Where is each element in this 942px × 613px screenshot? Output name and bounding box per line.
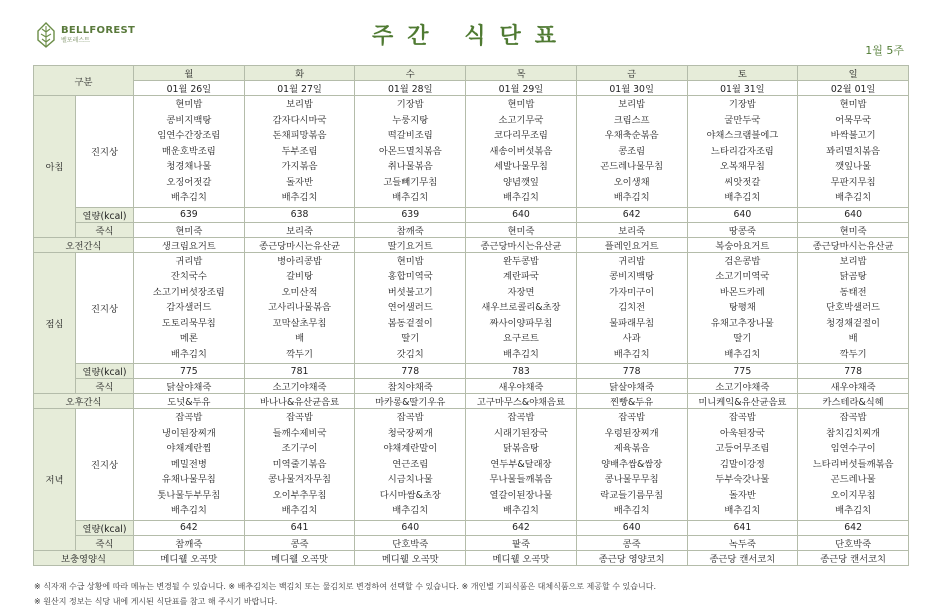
menu-item: 메밀전병 [170, 458, 207, 470]
menu-item: 배추김치 [502, 505, 539, 516]
brand-name: BELLFOREST [61, 25, 136, 36]
menu-item: 김말이강정 [719, 458, 765, 470]
menu-item: 우채축순볶음 [604, 130, 659, 141]
menu-item: 깍두기 [286, 348, 314, 360]
menu-item: 꽈리멸치볶음 [826, 145, 881, 157]
soup-value: 닭살야채죽 [134, 379, 245, 394]
menu-item: 배 [848, 333, 858, 344]
menu-item: 돈채피망볶음 [272, 130, 327, 141]
afternoon-snack-label: 오후간식 [34, 394, 134, 409]
calorie-value: 775 [134, 364, 245, 379]
menu-item: 가자미구이 [609, 286, 655, 298]
menu-item: 조기구이 [281, 443, 318, 454]
soup-value: 참깨죽 [355, 222, 466, 237]
menu-item: 무판지무침 [830, 176, 876, 188]
dinner-menu-cell [798, 409, 909, 521]
notes [34, 579, 656, 609]
dinner-menu-cell [576, 409, 687, 521]
menu-item: 잡곡밥 [396, 412, 424, 423]
soup-value: 땅콩죽 [687, 222, 798, 237]
menu-item: 취나물볶음 [387, 161, 433, 172]
morning-snack-label: 오전간식 [34, 237, 134, 252]
dinner-menu-cell [466, 409, 577, 521]
menu-item: 배추김치 [613, 505, 650, 516]
afternoon-snack-item: 고구마무스&야채음료 [466, 394, 577, 409]
menu-item: 봄동겉절이 [387, 317, 433, 329]
calorie-value: 641 [244, 520, 355, 535]
dinner-menu-cell [134, 409, 245, 521]
menu-item: 고사리나물볶음 [268, 302, 331, 313]
date-header: 01월 28일 [355, 81, 466, 96]
breakfast-menu-cell [798, 96, 909, 208]
note-line: ※ 식자재 수급 상황에 따라 메뉴는 변경될 수 있습니다. ※ 배추김치는 백김치 또는 물김치로 변경하여 선택할 수 있습니다. ※ 개인별 기피식품은 대체식품으로 제공할 수 있습니다. [34, 582, 656, 591]
breakfast-menu-cell [134, 96, 245, 208]
date-header: 01월 26일 [134, 81, 245, 96]
calorie-value: 640 [355, 520, 466, 535]
nutrition-item: 종근당 캔서코치 [687, 550, 798, 565]
lunch-calorie-row [34, 364, 909, 379]
calorie-value: 783 [466, 364, 577, 379]
breakfast-menu-cell [576, 96, 687, 208]
soup-value: 닭살야채죽 [576, 379, 687, 394]
menu-item: 시래기된장국 [494, 427, 548, 439]
menu-item: 보리밥 [839, 255, 867, 267]
menu-item: 오복채무침 [719, 161, 765, 172]
lunch-menu-cell [244, 252, 355, 364]
day-header: 수 [355, 66, 466, 81]
menu-item: 보리밥 [618, 99, 646, 110]
afternoon-snack-item: 찐빵&두유 [576, 394, 687, 409]
menu-item: 오미산적 [281, 286, 318, 298]
menu-item: 배추김치 [835, 505, 872, 516]
menu-item: 야채계란찜 [166, 443, 212, 454]
lunch-main-row [34, 252, 909, 364]
calorie-label: 열량(kcal) [76, 520, 134, 535]
date-header: 01월 29일 [466, 81, 577, 96]
menu-item: 느타리버섯들깨볶음 [812, 458, 894, 470]
menu-item: 돌자반 [286, 176, 314, 188]
lunch-menu-cell [687, 252, 798, 364]
soup-value: 콩죽 [576, 535, 687, 550]
calorie-value: 642 [134, 520, 245, 535]
calorie-label: 열량(kcal) [76, 364, 134, 379]
menu-item: 갈비탕 [286, 271, 314, 282]
menu-item: 배추김치 [613, 348, 650, 360]
menu-item: 열갈이된장나물 [489, 489, 553, 501]
menu-item: 콩비지백탕 [166, 114, 212, 126]
soup-value: 현미죽 [134, 222, 245, 237]
menu-item: 소고기미역국 [715, 271, 770, 282]
menu-item: 제육볶음 [613, 443, 650, 454]
menu-item: 기장밥 [728, 99, 756, 110]
morning-snack-item: 플레인요거트 [576, 237, 687, 252]
menu-item: 홍합미역국 [387, 271, 433, 282]
menu-item: 임연수구이 [830, 443, 876, 454]
menu-item: 도토리묵무침 [161, 317, 216, 329]
calorie-value: 642 [576, 207, 687, 222]
menu-item: 배 [295, 333, 305, 344]
soup-value: 현미죽 [466, 222, 577, 237]
calorie-label: 열량(kcal) [76, 207, 134, 222]
menu-item: 딸기 [733, 333, 752, 344]
lunch-label: 점심 [34, 252, 76, 394]
menu-item: 돌자반 [728, 489, 756, 501]
day-header: 금 [576, 66, 687, 81]
soup-value: 새우야채죽 [466, 379, 577, 394]
menu-item: 현미밥 [396, 255, 424, 267]
menu-item: 굴만두국 [724, 114, 761, 126]
menu-item: 바싹불고기 [830, 130, 876, 141]
calorie-value: 778 [355, 364, 466, 379]
header-day-row [34, 66, 909, 81]
calorie-value: 638 [244, 207, 355, 222]
menu-item: 코다리무조림 [494, 130, 548, 141]
menu-item: 연두부&달래장 [490, 458, 552, 470]
afternoon-snack-item: 마카롱&딸기우유 [355, 394, 466, 409]
breakfast-menu-cell [355, 96, 466, 208]
calorie-value: 642 [798, 520, 909, 535]
menu-item: 곤드레나물무침 [600, 161, 664, 172]
soup-value: 보리죽 [244, 222, 355, 237]
lunch-menu-cell [355, 252, 466, 364]
afternoon-snack-item: 바나나&유산균음료 [244, 394, 355, 409]
soup-value: 참깨죽 [134, 535, 245, 550]
weekly-menu-table [33, 65, 909, 566]
menu-item: 병아리콩밥 [277, 255, 322, 267]
menu-item: 닭곰탕 [839, 271, 867, 282]
nutrition-label: 보충영양식 [34, 550, 134, 565]
morning-snack-item: 복숭아요거트 [687, 237, 798, 252]
menu-item: 어묵무국 [835, 114, 872, 126]
menu-item: 소고기버섯장조림 [152, 286, 225, 298]
soup-value: 소고기야채죽 [687, 379, 798, 394]
nutrition-item: 메디웰 오곡맛 [244, 550, 355, 565]
lunch-soup-row [34, 379, 909, 394]
menu-item: 청국장찌개 [387, 427, 433, 439]
menu-item: 씨앗젓갈 [724, 176, 761, 188]
morning-snack-row [34, 237, 909, 252]
menu-item: 두부조림 [281, 145, 318, 157]
dinner-menu-cell [244, 409, 355, 521]
menu-item: 잔치국수 [170, 271, 207, 282]
lunch-menu-cell [134, 252, 245, 364]
menu-item: 메론 [179, 333, 198, 344]
menu-item: 깻잎나물 [835, 161, 872, 172]
calorie-value: 639 [355, 207, 466, 222]
menu-item: 아몬드멸치볶음 [378, 145, 442, 157]
soup-label: 죽식 [76, 535, 134, 550]
menu-item: 아욱된장국 [719, 427, 765, 439]
menu-item: 잡곡밥 [839, 412, 867, 423]
menu-item: 참치김치찌개 [826, 427, 881, 439]
menu-item: 다시마쌈&초장 [379, 489, 441, 501]
menu-item: 닭볶음탕 [502, 443, 539, 454]
soup-value: 녹두죽 [687, 535, 798, 550]
menu-item: 현미밥 [507, 99, 535, 110]
menu-item: 배추김치 [835, 192, 872, 203]
nutrition-item: 메디웰 오곡맛 [355, 550, 466, 565]
menu-item: 느타리감자조림 [710, 145, 774, 157]
main-meal-label: 진지상 [76, 409, 134, 521]
menu-item: 세발나물무침 [494, 161, 548, 172]
brand-subname: 벨포레스트 [61, 37, 90, 44]
menu-item: 새우브로콜리&초장 [481, 302, 561, 313]
menu-item: 배추김치 [170, 348, 207, 360]
menu-item: 동태전 [839, 286, 867, 298]
menu-item: 떡갈비조림 [387, 130, 433, 141]
soup-value: 단호박죽 [798, 535, 909, 550]
dinner-soup-row [34, 535, 909, 550]
menu-item: 콩비지백탕 [609, 271, 655, 282]
menu-item: 갓김치 [396, 348, 424, 360]
calorie-value: 641 [687, 520, 798, 535]
menu-item: 양념깻잎 [502, 176, 539, 188]
menu-item: 콩나물무무침 [604, 474, 659, 485]
soup-label: 죽식 [76, 379, 134, 394]
soup-value: 현미죽 [798, 222, 909, 237]
menu-item: 양배추쌈&쌈장 [601, 458, 663, 470]
dinner-label: 저녁 [34, 409, 76, 551]
breakfast-menu-cell [466, 96, 577, 208]
soup-label: 죽식 [76, 222, 134, 237]
day-header: 화 [244, 66, 355, 81]
menu-item: 깍두기 [839, 348, 867, 360]
soup-value: 참치야채죽 [355, 379, 466, 394]
menu-item: 가지볶음 [281, 161, 318, 172]
calorie-value: 639 [134, 207, 245, 222]
menu-item: 잡곡밥 [728, 412, 756, 423]
menu-item: 오이지무침 [830, 489, 876, 501]
menu-item: 콩나물겨자무침 [268, 474, 331, 485]
calorie-value: 775 [687, 364, 798, 379]
breakfast-soup-row [34, 222, 909, 237]
morning-snack-item: 종근당마시는유산균 [466, 237, 577, 252]
afternoon-snack-item: 도넛&두유 [134, 394, 245, 409]
menu-item: 감자샐러드 [166, 302, 212, 313]
menu-item: 배추김치 [502, 348, 539, 360]
menu-item: 보리밥 [286, 99, 314, 110]
menu-item: 검은콩밥 [724, 255, 761, 267]
menu-item: 배추김치 [392, 505, 429, 516]
gubun-header: 구분 [34, 66, 134, 96]
menu-item: 유채고추장나물 [710, 317, 774, 329]
menu-item: 배추김치 [170, 192, 207, 203]
menu-item: 오이생채 [613, 176, 650, 188]
calorie-value: 640 [466, 207, 577, 222]
menu-item: 새송이버섯볶음 [489, 145, 553, 157]
menu-item: 매운호박조림 [161, 145, 216, 157]
menu-item: 기장밥 [396, 99, 424, 110]
main-meal-label: 진지상 [76, 96, 134, 208]
soup-value: 단호박죽 [355, 535, 466, 550]
menu-item: 무나물들깨볶음 [489, 474, 553, 485]
morning-snack-item: 종근당마시는유산균 [244, 237, 355, 252]
menu-item: 배추김치 [724, 348, 761, 360]
menu-item: 냉이된장찌개 [161, 427, 216, 439]
menu-item: 계란파국 [502, 271, 539, 282]
main-meal-label: 진지상 [76, 252, 134, 364]
day-header: 토 [687, 66, 798, 81]
week-label: 1월 5주 [865, 44, 904, 57]
afternoon-snack-item: 미니케익&유산균음료 [687, 394, 798, 409]
day-header: 목 [466, 66, 577, 81]
lunch-menu-cell [576, 252, 687, 364]
soup-value: 보리죽 [576, 222, 687, 237]
day-header: 월 [134, 66, 245, 81]
menu-item: 배추김치 [502, 192, 539, 203]
date-header: 01월 30일 [576, 81, 687, 96]
soup-value: 콩죽 [244, 535, 355, 550]
calorie-value: 778 [576, 364, 687, 379]
calorie-value: 640 [687, 207, 798, 222]
page-title: 주간 식단표 [372, 24, 570, 49]
dinner-menu-cell [355, 409, 466, 521]
menu-item: 딸기 [401, 333, 420, 344]
menu-item: 감자다시마국 [272, 114, 327, 126]
menu-item: 잡곡밥 [618, 412, 646, 423]
note-line: ※ 원산지 정보는 식당 내에 게시된 식단표를 참고 해 주시기 바랍니다. [34, 597, 278, 606]
menu-item: 청경채나물 [166, 161, 212, 172]
menu-item: 배추김치 [724, 192, 761, 203]
breakfast-label: 아침 [34, 96, 76, 238]
date-header: 01월 27일 [244, 81, 355, 96]
menu-item: 두부숙갓나물 [715, 474, 770, 485]
morning-snack-item: 딸기요거트 [355, 237, 466, 252]
nutrition-item: 종근당 영양코치 [576, 550, 687, 565]
menu-item: 김치전 [618, 302, 646, 313]
menu-item: 꼬막살초무침 [272, 317, 327, 329]
calorie-value: 642 [466, 520, 577, 535]
menu-item: 락교들기름무침 [600, 489, 664, 501]
breakfast-menu-cell [244, 96, 355, 208]
calorie-value: 640 [798, 207, 909, 222]
dinner-main-row [34, 409, 909, 521]
header-date-row [34, 81, 909, 96]
menu-item: 배추김치 [392, 192, 429, 203]
breakfast-calorie-row [34, 207, 909, 222]
breakfast-main-row [34, 96, 909, 208]
date-header: 01월 31일 [687, 81, 798, 96]
menu-item: 콩조림 [618, 145, 646, 157]
lunch-menu-cell [798, 252, 909, 364]
soup-value: 팥죽 [466, 535, 577, 550]
calorie-value: 778 [798, 364, 909, 379]
menu-item: 곤드레나물 [830, 474, 876, 485]
date-header: 02월 01일 [798, 81, 909, 96]
menu-item: 잡곡밥 [175, 412, 203, 423]
menu-item: 현미밥 [175, 99, 203, 110]
menu-item: 청경채겉절이 [826, 317, 881, 329]
lunch-menu-cell [466, 252, 577, 364]
menu-item: 잡곡밥 [507, 412, 535, 423]
menu-item: 연근조림 [392, 458, 429, 470]
menu-item: 고들빼기무침 [383, 176, 438, 188]
menu-item: 버섯불고기 [387, 286, 433, 298]
menu-item: 들깨수제비국 [272, 427, 327, 439]
calorie-value: 781 [244, 364, 355, 379]
menu-item: 배추김치 [281, 505, 318, 516]
menu-item: 짜사이양파무침 [489, 317, 553, 329]
menu-item: 사과 [622, 333, 641, 344]
morning-snack-item: 종근당마시는유산균 [798, 237, 909, 252]
menu-item: 잡곡밥 [286, 412, 314, 423]
menu-item: 우렁된장찌개 [604, 427, 659, 439]
menu-item: 유채나물무침 [161, 474, 216, 485]
menu-item: 배추김치 [281, 192, 318, 203]
soup-value: 새우야채죽 [798, 379, 909, 394]
menu-item: 요구르트 [502, 333, 539, 344]
dinner-calorie-row [34, 520, 909, 535]
menu-item: 톳나물두부무침 [157, 489, 221, 501]
nutrition-row [34, 550, 909, 565]
menu-item: 누룽지탕 [392, 114, 429, 126]
menu-item: 자장면 [507, 286, 535, 298]
nutrition-item: 메디웰 오곡맛 [134, 550, 245, 565]
menu-item: 야채스크램블에그 [706, 130, 779, 141]
menu-item: 시금치나물 [387, 474, 433, 485]
menu-item: 야채계란말이 [383, 443, 438, 454]
menu-item: 귀리밥 [618, 255, 646, 267]
menu-item: 오징어젓갈 [166, 176, 212, 188]
menu-item: 바몬드카레 [719, 286, 765, 298]
morning-snack-item: 생크림요거트 [134, 237, 245, 252]
calorie-value: 640 [576, 520, 687, 535]
breakfast-menu-cell [687, 96, 798, 208]
menu-item: 오이부추무침 [272, 489, 327, 501]
menu-item: 완두콩밥 [502, 255, 539, 267]
menu-item: 배추김치 [170, 505, 207, 516]
menu-item: 현미밥 [839, 99, 867, 110]
dinner-menu-cell [687, 409, 798, 521]
afternoon-snack-item: 카스테라&식혜 [798, 394, 909, 409]
day-header: 일 [798, 66, 909, 81]
menu-item: 임연수간장조림 [157, 130, 221, 141]
nutrition-item: 종근당 캔서코치 [798, 550, 909, 565]
menu-item: 탕평채 [728, 302, 756, 313]
menu-item: 연어샐러드 [387, 302, 433, 313]
menu-item: 단호박샐러드 [826, 302, 881, 313]
nutrition-item: 메디웰 오곡맛 [466, 550, 577, 565]
menu-item: 배추김치 [724, 505, 761, 516]
menu-item: 크림스프 [613, 114, 650, 126]
soup-value: 소고기야채죽 [244, 379, 355, 394]
afternoon-snack-row [34, 394, 909, 409]
menu-item: 배추김치 [613, 192, 650, 203]
menu-item: 귀리밥 [175, 255, 203, 267]
menu-item: 물파래무침 [609, 317, 655, 329]
menu-item: 미역줄기볶음 [272, 458, 327, 470]
menu-item: 소고기무국 [498, 114, 544, 126]
menu-item: 고등어무조림 [715, 443, 770, 454]
